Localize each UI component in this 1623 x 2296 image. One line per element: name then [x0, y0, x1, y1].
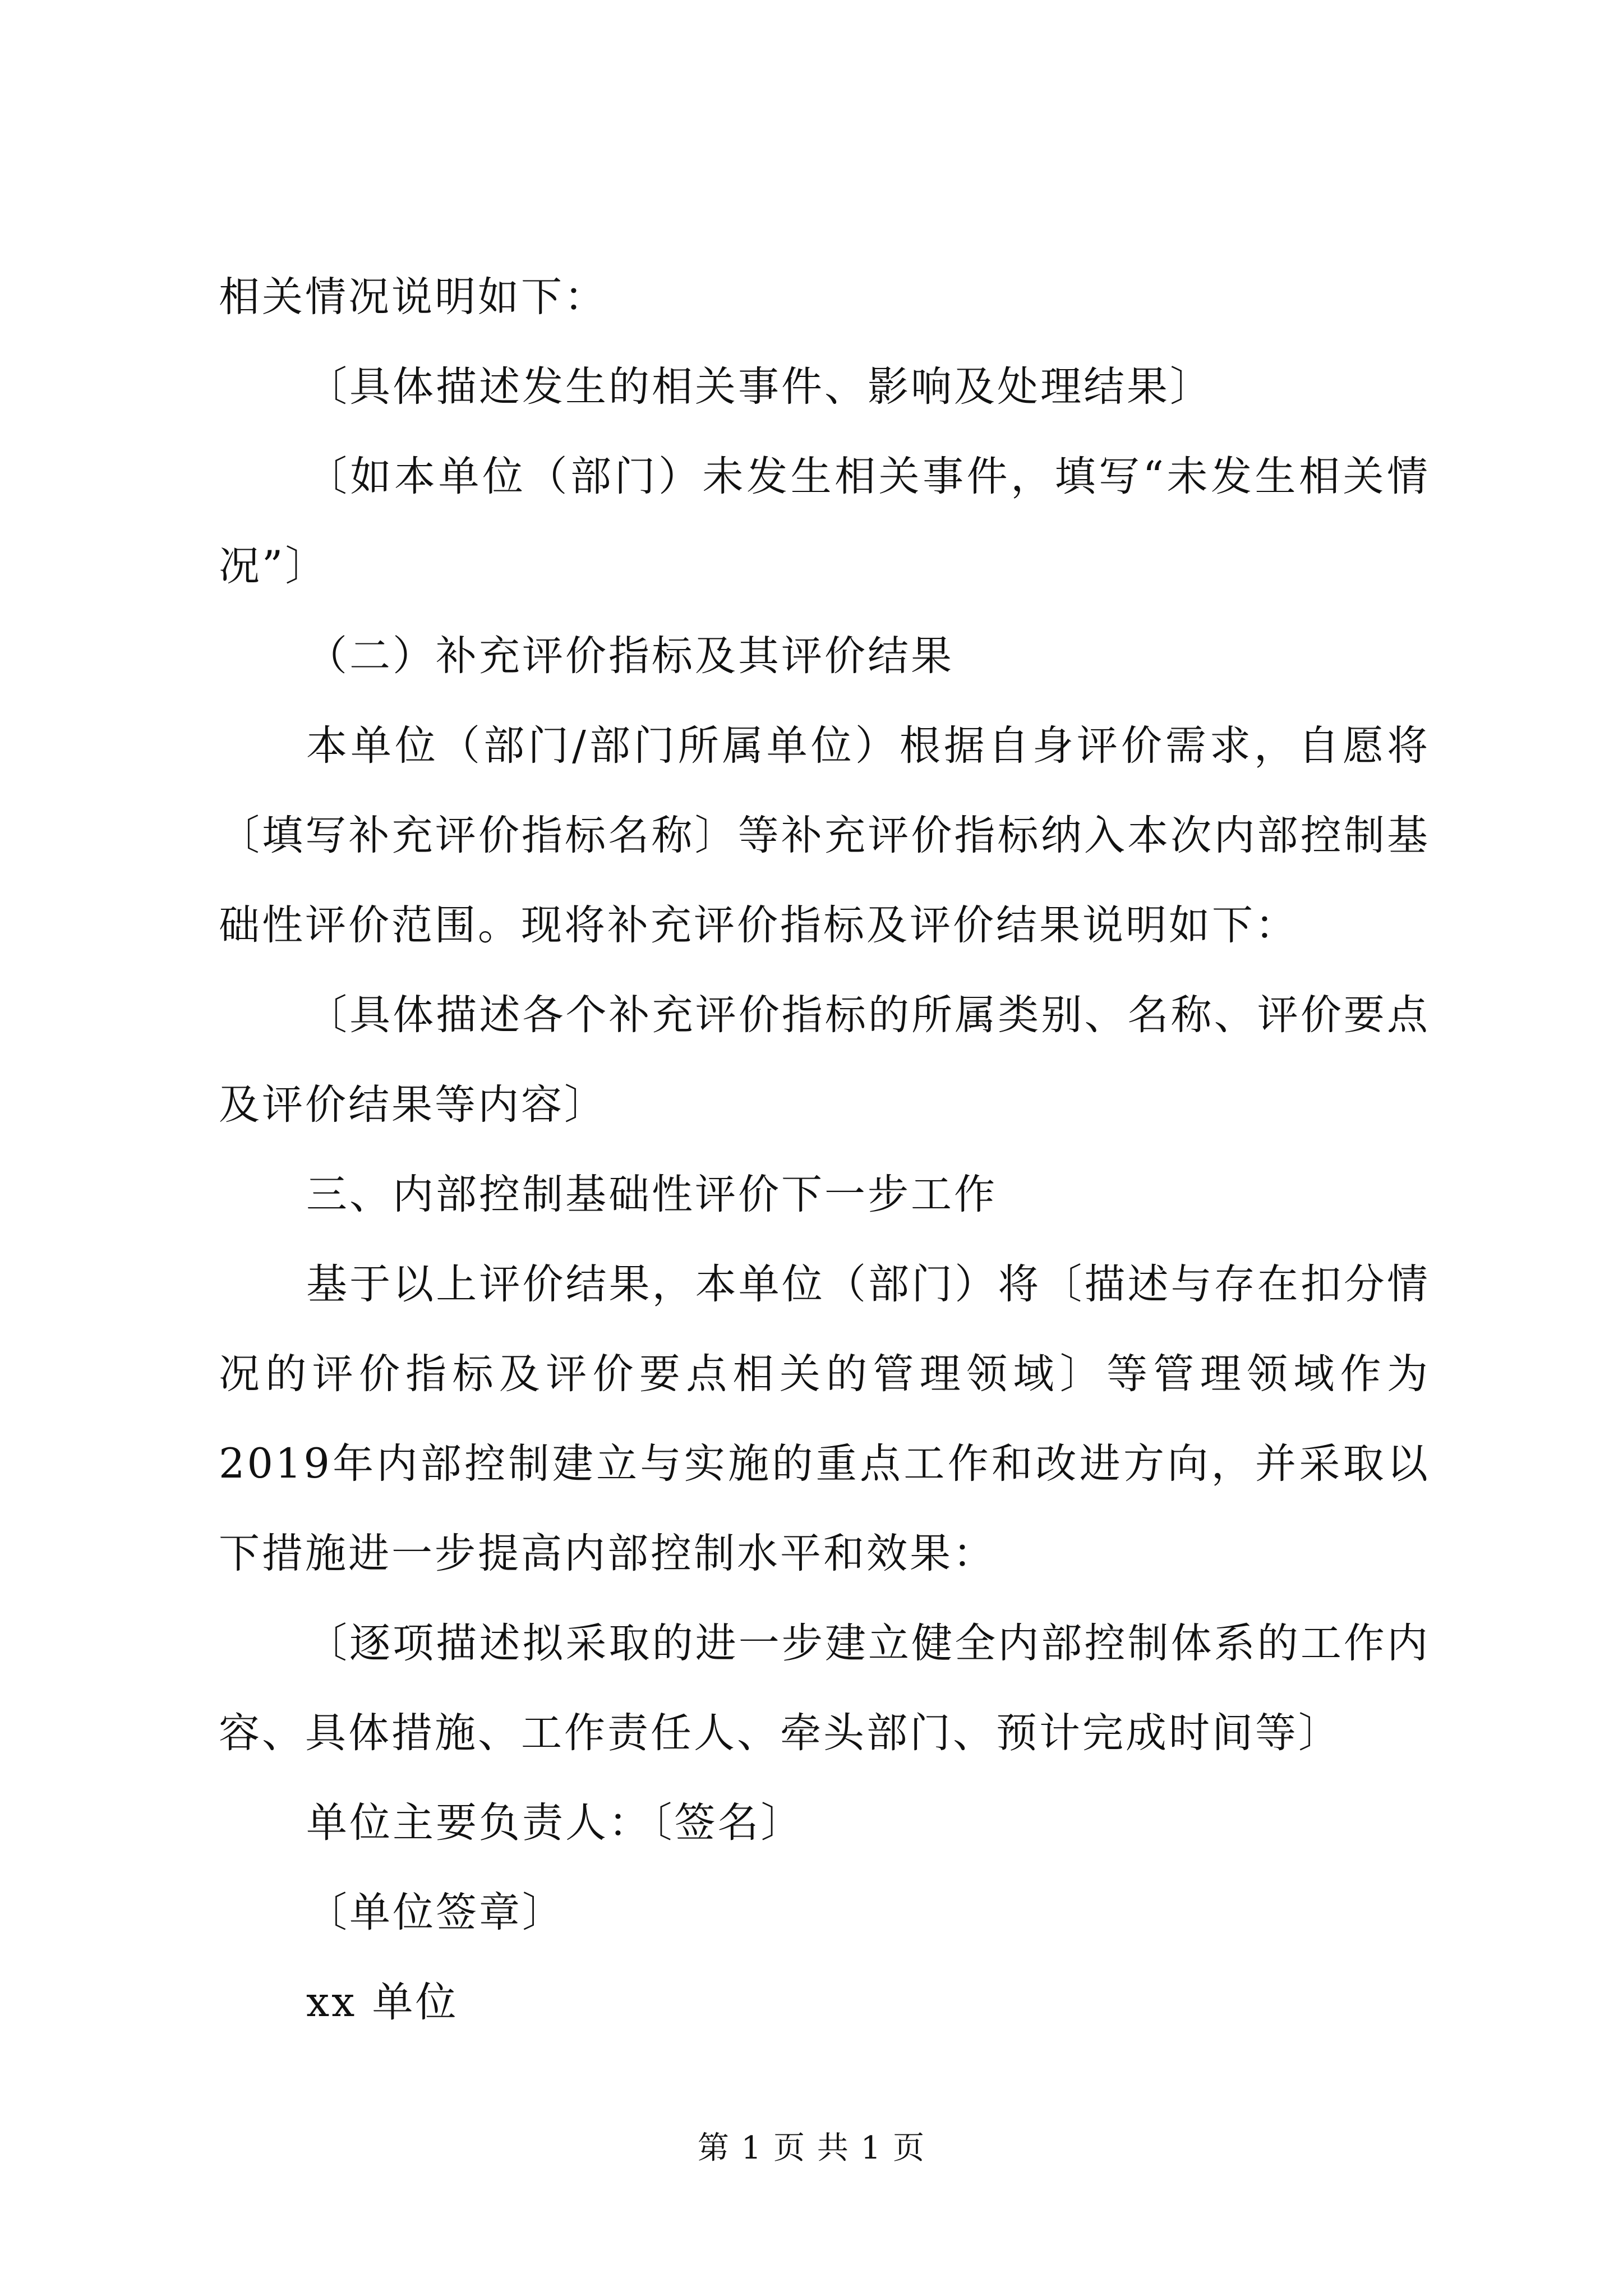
document-body: [219, 252, 1430, 2047]
paragraph-supplementary-intro: 本单位（部门/部门所属单位）根据自身评价需求，自愿将〔填写补充评价指标名称〕等补充评价指标纳入本次内部控制基础性评价范围。现将补充评价指标及评价结果说明如下：: [219, 722, 1430, 949]
page-number-label: 第 1 页 共 1 页: [697, 2130, 926, 2166]
paragraph-no-event-note: 〔如本单位（部门）未发生相关事件，填写“未发生相关情况”〕: [219, 453, 1430, 590]
unit-name-line: xx 单位: [306, 1978, 459, 2026]
page-footer: [0, 2126, 1623, 2171]
paragraph-next-steps-intro: 基于以上评价结果，本单位（部门）将〔描述与存在扣分情况的评价指标及评价要点相关的管理领域〕等管理领域作为2019年内部控制建立与实施的重点工作和改进方向，并采取以下措施进一步提高内部控制水平和效果：: [219, 1260, 1430, 1577]
section-heading-next-steps: 三、内部控制基础性评价下一步工作: [306, 1171, 997, 1218]
paragraph-event-description: 〔具体描述发生的相关事件、影响及处理结果〕: [306, 363, 1213, 411]
section-heading-supplementary: （二）补充评价指标及其评价结果: [306, 632, 954, 680]
paragraph-supplementary-detail: 〔具体描述各个补充评价指标的所属类别、名称、评价要点及评价结果等内容〕: [219, 991, 1430, 1129]
paragraph-measures-detail: 〔逐项描述拟采取的进一步建立健全内部控制体系的工作内容、具体措施、工作责任人、牵头部门、预计完成时间等〕: [219, 1619, 1430, 1757]
signature-block: [219, 1778, 1430, 2047]
paragraph-intro: 相关情况说明如下：: [219, 273, 607, 321]
responsible-person-line: 单位主要负责人：〔签名〕: [306, 1799, 804, 1847]
unit-seal-line: 〔单位签章〕: [306, 1889, 565, 1936]
